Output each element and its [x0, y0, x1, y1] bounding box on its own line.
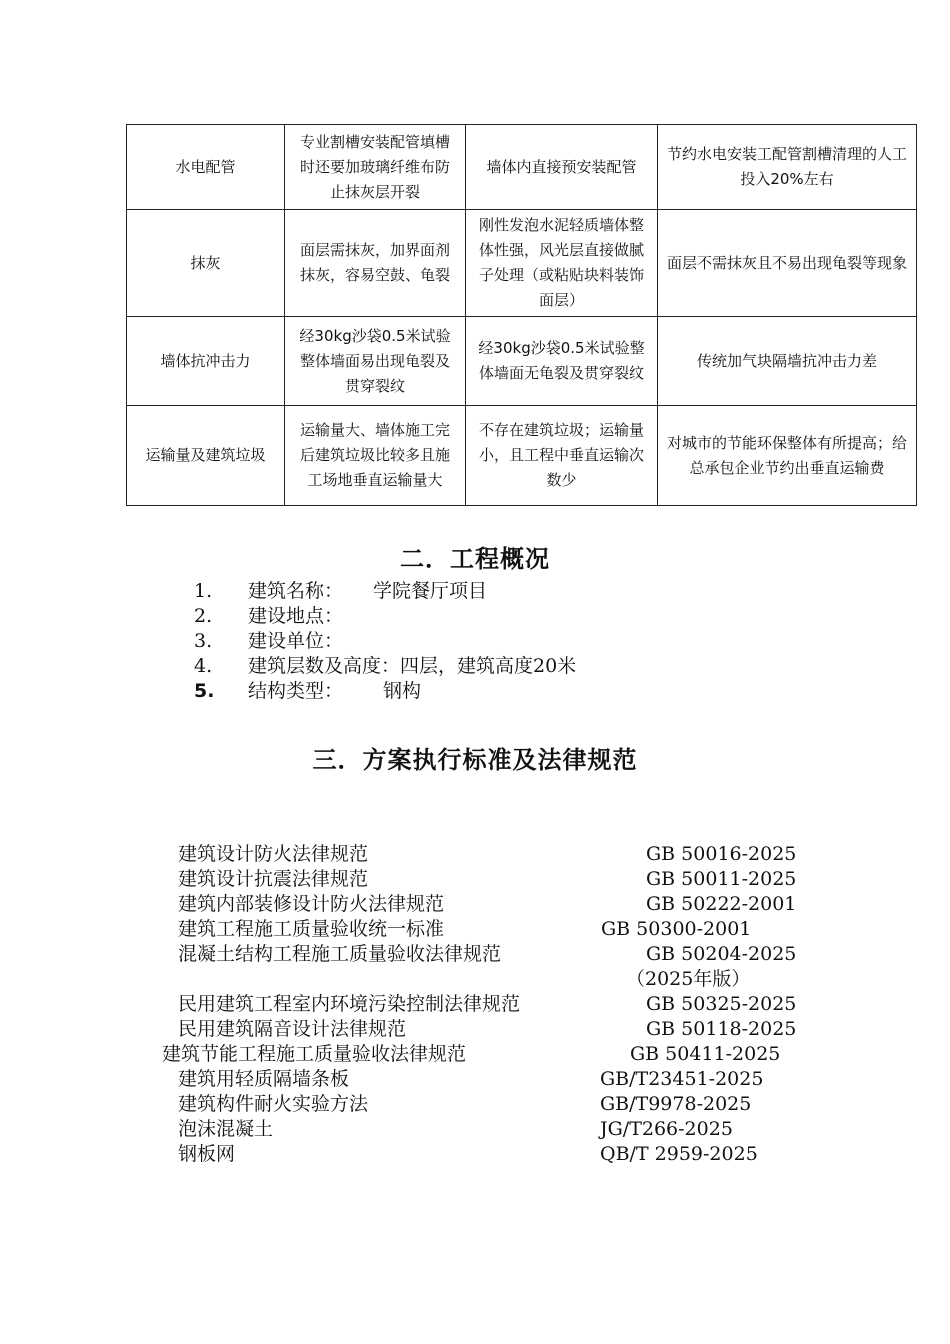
standard-code: GB 50118-2025	[646, 1018, 797, 1040]
standard-row	[0, 1017, 950, 1042]
standard-name: 建筑设计抗震法律规范	[178, 868, 369, 890]
table-row	[127, 125, 917, 210]
standard-name: 泡沫混凝土	[178, 1118, 274, 1140]
project-overview-list	[194, 579, 590, 704]
item-label: 建设单位：	[248, 630, 344, 652]
item-number: 4.	[194, 655, 213, 677]
standard-name: 建筑内部装修设计防火法律规范	[178, 893, 445, 915]
standard-code: GB 50016-2025	[646, 843, 797, 865]
standard-code: QB/T 2959-2025	[600, 1143, 758, 1165]
table-cell: 面层不需抹灰且不易出现龟裂等现象	[658, 210, 917, 317]
standard-name: 建筑节能工程施工质量验收法律规范	[162, 1043, 467, 1065]
standard-row	[0, 892, 950, 917]
standards-list	[0, 842, 950, 1167]
standard-code: GB/T23451-2025	[600, 1068, 764, 1090]
standard-name: 建筑用轻质隔墙条板	[178, 1068, 350, 1090]
standard-row	[0, 942, 950, 967]
standard-row	[0, 1092, 950, 1117]
standard-name: 建筑设计防火法律规范	[178, 843, 369, 865]
standard-row	[0, 842, 950, 867]
standard-name: 建筑构件耐火实验方法	[178, 1093, 369, 1115]
table-cell: 面层需抹灰，加界面剂抹灰，容易空鼓、龟裂	[285, 210, 466, 317]
item-value: 学院餐厅项目	[373, 580, 488, 602]
table-cell: 抹灰	[127, 210, 285, 317]
table-cell: 专业割槽安装配管填槽时还要加玻璃纤维布防止抹灰层开裂	[285, 125, 466, 210]
standard-name: 民用建筑隔音设计法律规范	[178, 1018, 407, 1040]
table-cell: 墙体抗冲击力	[127, 317, 285, 406]
standard-code: GB 50222-2001	[646, 893, 797, 915]
item-value: 钢构	[383, 680, 422, 702]
table-cell: 运输量大、墙体施工完后建筑垃圾比较多且施工场地垂直运输量大	[285, 406, 466, 506]
standard-row	[0, 1067, 950, 1092]
table-cell: 刚性发泡水泥轻质墙体整体性强，风光层直接做腻子处理（或粘贴块料装饰面层）	[466, 210, 658, 317]
table-row	[127, 317, 917, 406]
table-row	[127, 406, 917, 506]
standard-code: GB 50204-2025	[646, 943, 797, 965]
comparison-table	[126, 124, 917, 506]
standard-code: GB 50411-2025	[630, 1043, 781, 1065]
table-cell: 运输量及建筑垃圾	[127, 406, 285, 506]
table-cell: 水电配管	[127, 125, 285, 210]
standard-name: 建筑工程施工质量验收统一标准	[178, 918, 445, 940]
standard-row	[0, 867, 950, 892]
table-cell: 对城市的节能环保整体有所提高；给总承包企业节约出垂直运输费	[658, 406, 917, 506]
item-number: 5.	[194, 680, 215, 702]
table-cell: 传统加气块隔墙抗冲击力差	[658, 317, 917, 406]
standard-row	[0, 1042, 950, 1067]
standard-code: GB 50300-2001	[601, 918, 752, 940]
section-title-overview: 二．工程概况	[400, 545, 550, 573]
item-label: 结构类型：	[248, 680, 344, 702]
list-item	[194, 629, 590, 654]
table-cell: 不存在建筑垃圾；运输量小，且工程中垂直运输次数少	[466, 406, 658, 506]
item-number: 2.	[194, 605, 213, 627]
item-number: 1.	[194, 580, 213, 602]
standard-edition-note: （2025年版）	[626, 968, 751, 990]
list-item	[194, 679, 590, 704]
standard-name: 钢板网	[178, 1143, 236, 1165]
standard-row	[0, 967, 950, 992]
standard-code: GB 50011-2025	[646, 868, 797, 890]
list-item	[194, 654, 590, 679]
table-cell: 墙体内直接预安装配管	[466, 125, 658, 210]
item-label: 建设地点：	[248, 605, 344, 627]
standard-code: GB 50325-2025	[646, 993, 797, 1015]
standard-row	[0, 1142, 950, 1167]
standard-row	[0, 917, 950, 942]
standard-code: GB/T9978-2025	[600, 1093, 752, 1115]
standard-code: JG/T266-2025	[600, 1118, 733, 1140]
item-number: 3.	[194, 630, 213, 652]
standard-name: 混凝土结构工程施工质量验收法律规范	[178, 943, 502, 965]
table-cell: 经30kg沙袋0.5米试验整体墙面无龟裂及贯穿裂纹	[466, 317, 658, 406]
item-label: 建筑名称：	[248, 580, 344, 602]
table-row	[127, 210, 917, 317]
section-title-standards: 三．方案执行标准及法律规范	[312, 746, 638, 774]
table-cell: 经30kg沙袋0.5米试验整体墙面易出现龟裂及贯穿裂纹	[285, 317, 466, 406]
standard-row	[0, 1117, 950, 1142]
list-item	[194, 579, 590, 604]
table-cell: 节约水电安装工配管割槽清理的人工投入20%左右	[658, 125, 917, 210]
standard-name: 民用建筑工程室内环境污染控制法律规范	[178, 993, 521, 1015]
list-item	[194, 604, 590, 629]
item-label: 建筑层数及高度：四层，建筑高度20米	[248, 655, 577, 677]
standard-row	[0, 992, 950, 1017]
